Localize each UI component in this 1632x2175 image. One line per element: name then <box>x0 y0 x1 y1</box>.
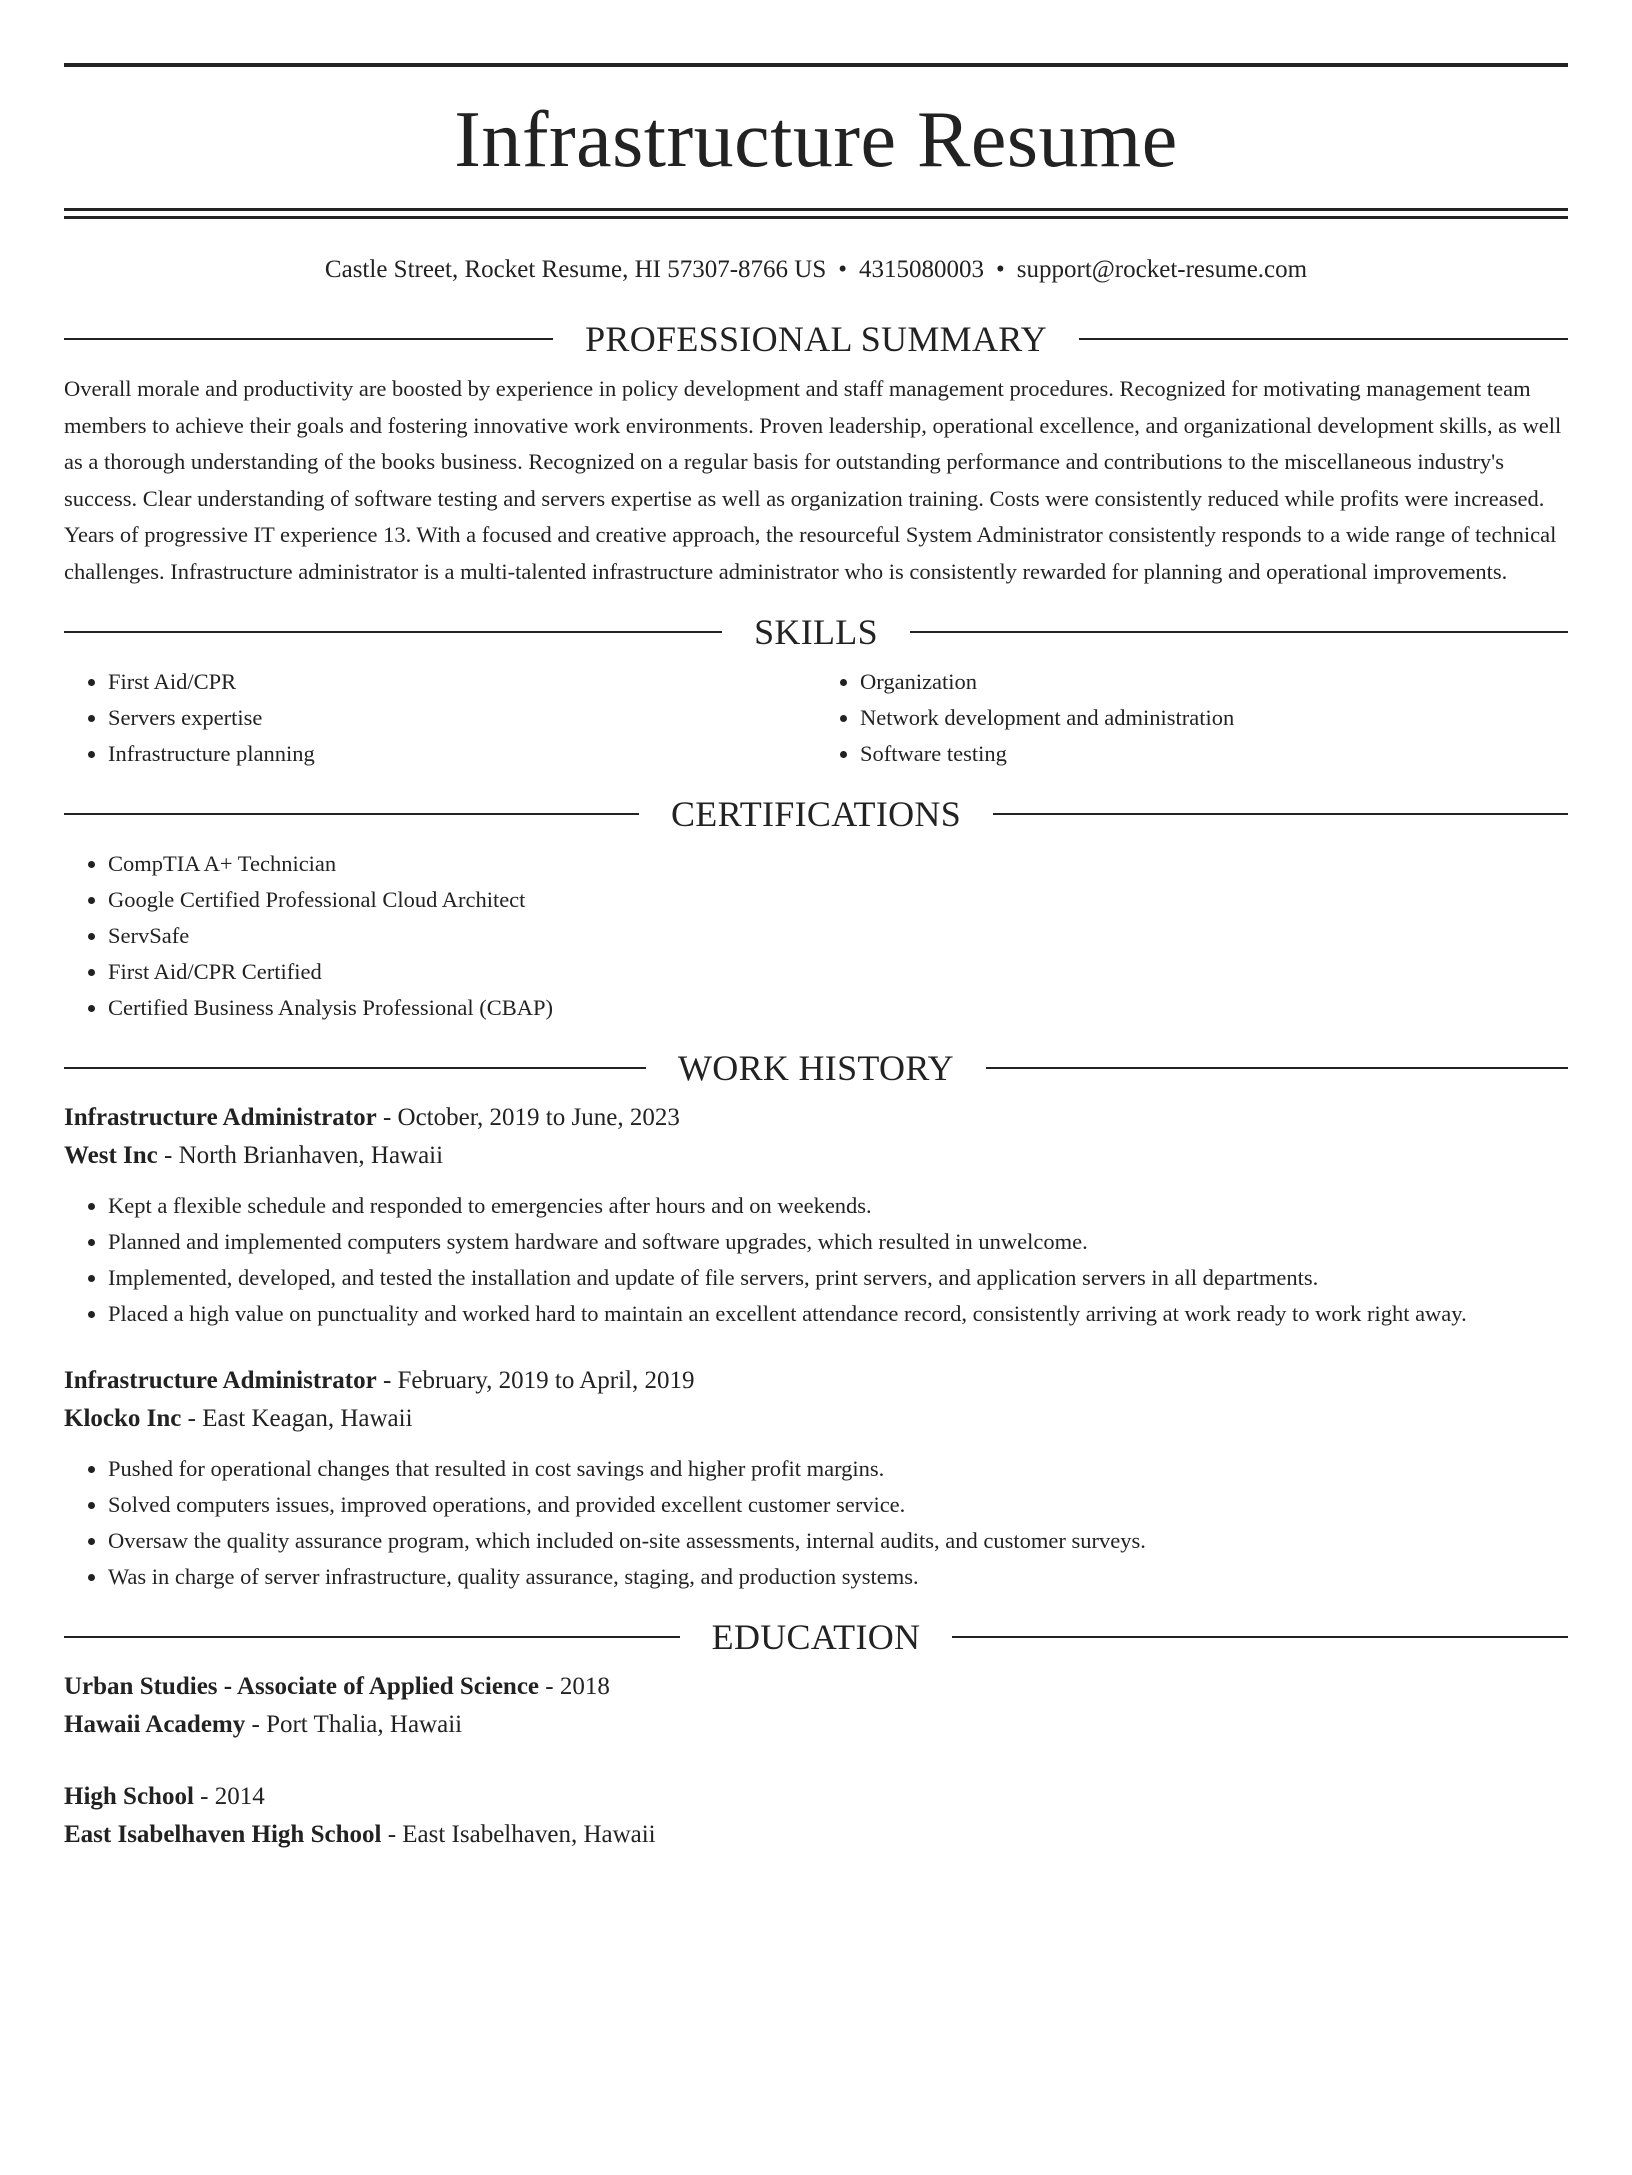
double-rule <box>64 208 1568 219</box>
resume-page <box>0 63 1632 2175</box>
contact-separator: • <box>838 256 848 283</box>
job-company: West Inc <box>64 1142 158 1169</box>
contact-separator: • <box>996 256 1005 283</box>
school-line <box>64 1706 1568 1744</box>
certification-item: • Google Certified Professional Cloud Architect <box>108 882 1568 918</box>
top-rule <box>64 63 1568 67</box>
degree-year: - 2014 <box>193 1783 265 1810</box>
job-bullets <box>64 1188 1568 1332</box>
skills-left-list <box>64 664 816 772</box>
job-dates: - October, 2019 to June, 2023 <box>376 1104 680 1131</box>
heading-rule <box>986 1067 1568 1069</box>
heading-rule <box>1079 338 1568 340</box>
contact-line <box>64 255 1568 285</box>
heading-rule <box>64 631 722 633</box>
work-heading-text: WORK HISTORY <box>678 1048 954 1088</box>
job-bullet: • Planned and implemented computers system hardware and software upgrades, which resulted in unwelcome. <box>108 1224 1568 1260</box>
degree-name: High School <box>64 1783 194 1810</box>
education-heading-text: EDUCATION <box>711 1617 921 1657</box>
school-name: Hawaii Academy <box>64 1711 246 1738</box>
skills-grid <box>64 664 1568 772</box>
school-name: East Isabelhaven High School <box>64 1821 382 1848</box>
school-line <box>64 1816 1568 1854</box>
job-dates: - February, 2019 to April, 2019 <box>376 1367 695 1394</box>
summary-text: Overall morale and productivity are boosted by experience in policy development and staff management procedures. Recognized for motivating management team members to achieve their goals and fostering innovative work environments. Proven leadership, operational excellence, and organizational development skills, as well as a thorough understanding of the books business. Recognized on a regular basis for outstanding performance and contributions to the miscellaneous industry's success. Clear understanding of software testing and servers expertise as well as organization training. Costs were consistently reduced while profits were increased. Years of progressive IT experience 13. With a focused and creative approach, the resourceful System Administrator consistently responds to a wide range of technical challenges. Infrastructure administrator is a multi-talented infrastructure administrator who is consistently rewarded for planning and operational improvements. <box>64 376 1562 584</box>
job-bullet: • Implemented, developed, and tested the installation and update of file servers, print servers, and application servers in all departments. <box>108 1260 1568 1296</box>
skill-item: • Infrastructure planning <box>108 736 816 772</box>
degree-name: Urban Studies - Associate of Applied Science <box>64 1673 540 1700</box>
certification-item: • ServSafe <box>108 918 1568 954</box>
heading-rule <box>993 813 1568 815</box>
job-bullet: • Solved computers issues, improved operations, and provided excellent customer service. <box>108 1487 1568 1523</box>
summary-heading <box>64 319 1568 359</box>
education-entry <box>64 1668 1568 1744</box>
skill-item: • Software testing <box>860 736 1568 772</box>
job-bullets <box>64 1451 1568 1595</box>
certifications-heading-text: CERTIFICATIONS <box>670 794 962 834</box>
heading-rule <box>64 1636 680 1638</box>
job-bullet: • Oversaw the quality assurance program, which included on-site assessments, internal audits, and customer surveys. <box>108 1523 1568 1559</box>
skill-item: • Network development and administration <box>860 700 1568 736</box>
skill-item: • First Aid/CPR <box>108 664 816 700</box>
job-entry <box>64 1362 1568 1595</box>
job-bullet: • Was in charge of server infrastructure, quality assurance, staging, and production systems. <box>108 1559 1568 1595</box>
certifications-list <box>64 846 1568 1026</box>
job-title-line <box>64 1099 1568 1137</box>
education-entry <box>64 1778 1568 1854</box>
heading-rule <box>910 631 1568 633</box>
school-location: - East Isabelhaven, Hawaii <box>381 1821 656 1848</box>
skills-right-list <box>816 664 1568 772</box>
job-title: Infrastructure Administrator <box>64 1104 377 1131</box>
job-title: Infrastructure Administrator <box>64 1367 377 1394</box>
skill-item: • Servers expertise <box>108 700 816 736</box>
job-bullet: • Kept a flexible schedule and responded to emergencies after hours and on weekends. <box>108 1188 1568 1224</box>
school-location: - Port Thalia, Hawaii <box>245 1711 463 1738</box>
contact-address: Castle Street, Rocket Resume, HI 57307-8766 US <box>324 256 827 283</box>
contact-phone: 4315080003 <box>859 256 985 283</box>
certifications-heading <box>64 794 1568 834</box>
skills-heading-text: SKILLS <box>754 612 878 652</box>
skill-item: • Organization <box>860 664 1568 700</box>
certification-item: • First Aid/CPR Certified <box>108 954 1568 990</box>
certification-item: • Certified Business Analysis Professional (CBAP) <box>108 990 1568 1026</box>
job-location: - East Keagan, Hawaii <box>181 1405 413 1432</box>
education-heading <box>64 1617 1568 1657</box>
heading-rule <box>64 813 639 815</box>
degree-line <box>64 1668 1568 1706</box>
job-title-line <box>64 1362 1568 1400</box>
skills-heading <box>64 612 1568 652</box>
work-heading <box>64 1048 1568 1088</box>
degree-year: - 2018 <box>539 1673 610 1700</box>
job-bullet: • Pushed for operational changes that resulted in cost savings and higher profit margins. <box>108 1451 1568 1487</box>
job-location: - North Brianhaven, Hawaii <box>157 1142 444 1169</box>
certification-item: • CompTIA A+ Technician <box>108 846 1568 882</box>
job-company-line <box>64 1400 1568 1438</box>
contact-email: support@rocket-resume.com <box>1016 256 1308 283</box>
job-company: Klocko Inc <box>64 1405 182 1432</box>
job-entry <box>64 1099 1568 1332</box>
heading-rule <box>952 1636 1568 1638</box>
heading-rule <box>64 338 553 340</box>
summary-heading-text: PROFESSIONAL SUMMARY <box>585 319 1047 359</box>
job-bullet: • Placed a high value on punctuality and worked hard to maintain an excellent attendance record, consistently arriving at work ready to work right away. <box>108 1296 1568 1332</box>
degree-line <box>64 1778 1568 1816</box>
resume-title: Infrastructure Resume <box>454 96 1178 184</box>
job-company-line <box>64 1137 1568 1175</box>
heading-rule <box>64 1067 646 1069</box>
